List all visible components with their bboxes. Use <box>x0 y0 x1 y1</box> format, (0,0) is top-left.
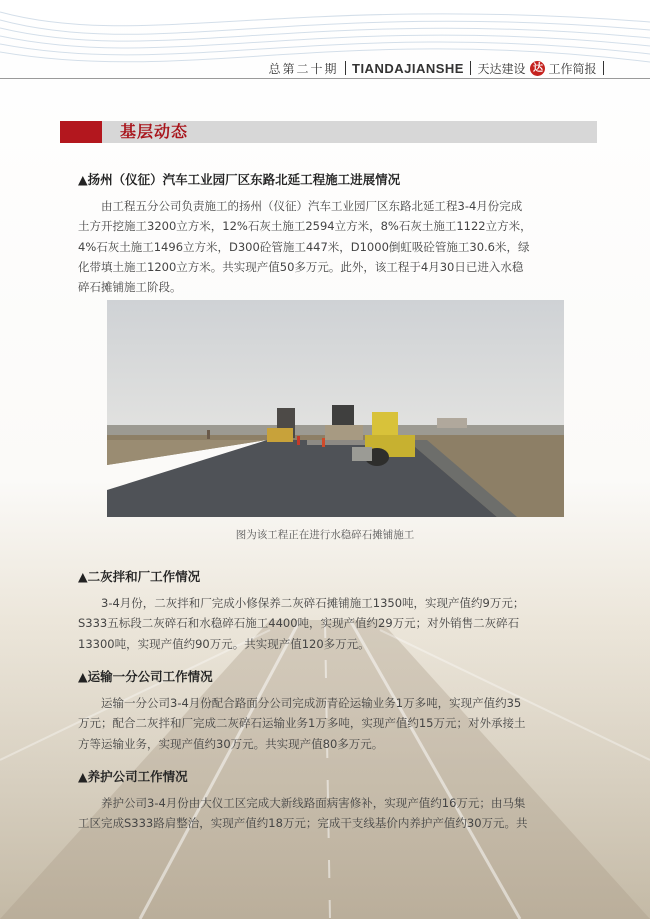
brand-chinese: 天达建设 <box>477 61 526 76</box>
article-yangzhou <box>78 170 584 297</box>
construction-photo <box>107 300 564 517</box>
article-body: 养护公司3-4月份由大仪工区完成大新线路面病害修补，实现产值约16万元；由马集 工区完成S333路肩整治，实现产值约18万元；完成干支线基价内养护产值约30万元。共 <box>78 796 528 831</box>
section-banner <box>60 121 597 143</box>
article-transport <box>78 667 584 754</box>
brand-english: TIANDAJIANSHE <box>352 60 464 76</box>
article-heading: ▲扬州（仪征）汽车工业园厂区东路北延工程施工进展情况 <box>78 172 401 187</box>
publication-section: 工作简报 <box>548 61 597 76</box>
header-wave-decoration <box>0 0 650 95</box>
section-title: 基层动态 <box>120 122 189 141</box>
article-heading: ▲二灰拌和厂工作情况 <box>78 569 201 584</box>
article-heading: ▲养护公司工作情况 <box>78 769 188 784</box>
article-body: 运输一分公司3-4月份配合路面分公司完成沥青砼运输业务1万多吨，实现产值约35 万元；配合二灰拌和厂完成二灰碎石运输业务1万多吨，实现产值约15万元；对外承接土 方等运输业务，实现产值约30万元。共实现产值80多万元。 <box>78 696 526 751</box>
article-body: 由工程五分公司负责施工的扬州（仪征）汽车工业园厂区东路北延工程3-4月份完成 土方开挖施工3200立方米，12%石灰土施工2594立方米，8%石灰土施工1122立方米， 4%石灰土施工1496立方米，D300砼管施工447米，D1000倒虹吸砼管施工30.6米，绿 化带填土施工1200立方米。共实现产值50多万元。此外，该工程于4月30日已进入水稳 碎石摊铺施工阶段。 <box>78 199 532 295</box>
photo-caption: 图为该工程正在进行水稳碎石摊铺施工 <box>235 529 415 541</box>
article-mixing-plant <box>78 567 584 654</box>
masthead <box>268 58 610 78</box>
header-rule <box>0 78 650 79</box>
masthead-separator <box>345 61 347 75</box>
banner-accent-block <box>60 121 102 143</box>
article-body: 3-4月份，二灰拌和厂完成小修保养二灰碎石摊铺施工1350吨，实现产值约9万元； S333五标段二灰碎石和水稳碎石施工4400吨，实现产值约29万元；对外销售二灰碎石 13300吨，实现产值约90万元。共实现产值120多万元。 <box>78 596 525 651</box>
article-maintenance <box>78 767 584 834</box>
article-heading: ▲运输一分公司工作情况 <box>78 669 213 684</box>
company-logo-icon: 达 <box>530 61 545 76</box>
issue-number: 总第二十期 <box>268 61 339 76</box>
masthead-separator <box>603 61 605 75</box>
masthead-separator <box>470 61 472 75</box>
